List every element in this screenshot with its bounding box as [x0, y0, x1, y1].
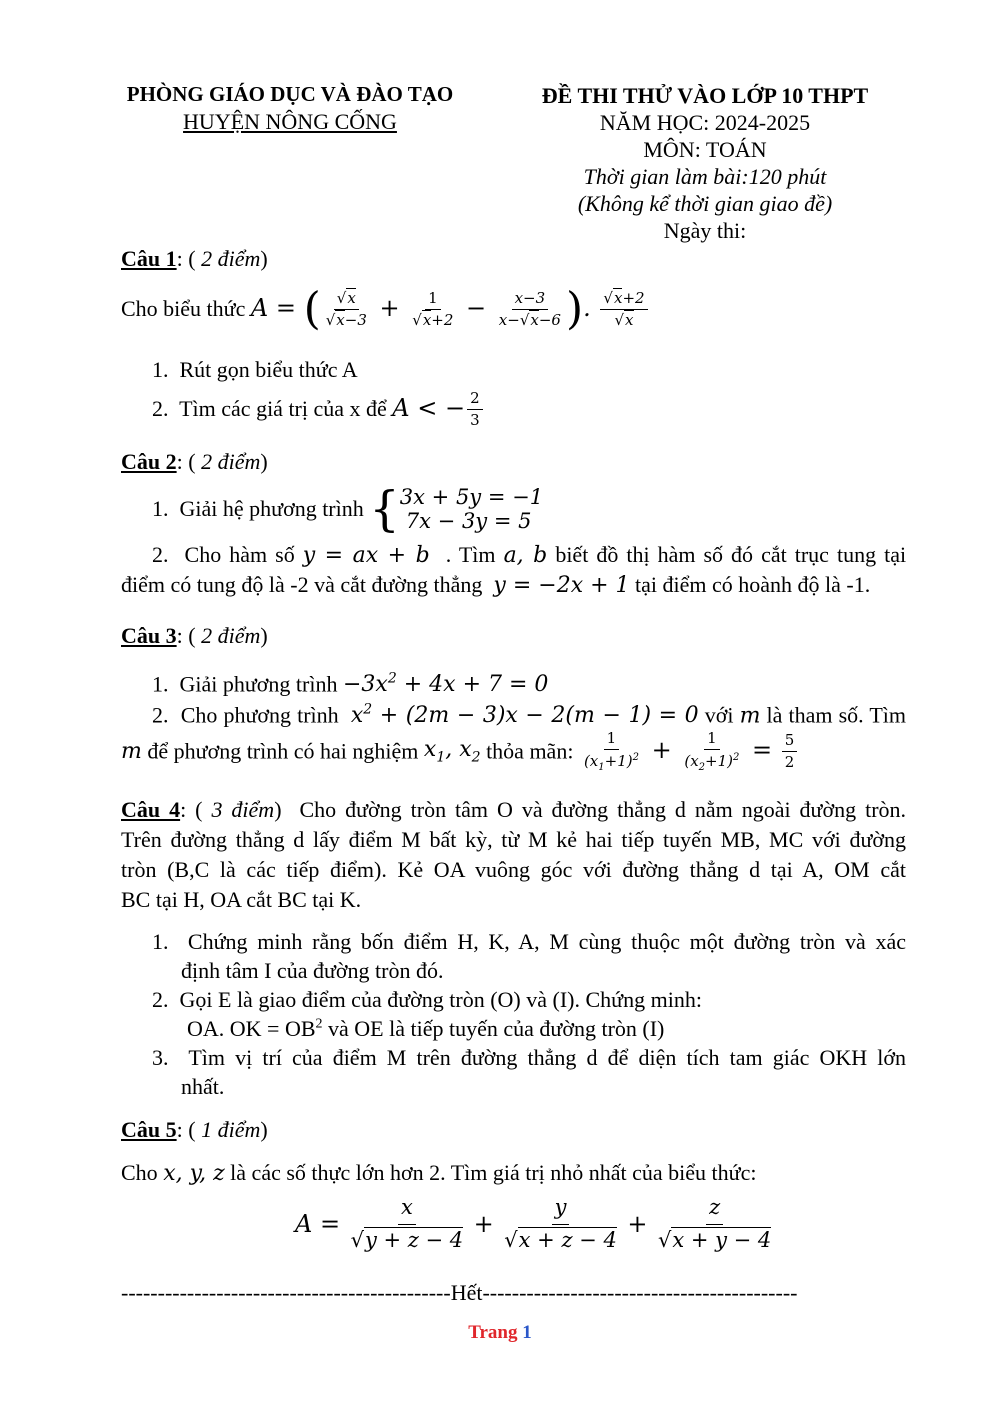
q1-expression: [121, 283, 650, 334]
q5-points: 1 điểm: [201, 1117, 261, 1142]
end-line: [121, 1280, 861, 1306]
dash-right: -------------------------------------------: [482, 1280, 798, 1305]
q4-item-1-line2: định tâm I của đường tròn đó.: [181, 958, 444, 983]
exam-note: (Không kể thời gian giao đề): [577, 191, 833, 216]
q2-equation-2: 7x − 3y = 5: [405, 509, 532, 534]
q3-heading: Câu 3: ( 2 điểm): [121, 623, 268, 648]
q2-item-2-line2: điểm có tung độ là -2 và cắt đường thẳng y = −2x + 1 tại điểm có hoành độ là -1.: [121, 572, 871, 598]
end-text: Hết: [450, 1280, 483, 1305]
exam-title: ĐỀ THI THỬ VÀO LỚP 10 THPT: [541, 83, 869, 108]
page-number: [0, 1322, 1000, 1344]
exam-duration: Thời gian làm bài:120 phút: [583, 164, 827, 189]
school-year: NĂM HỌC: 2024-2025: [599, 110, 811, 135]
subject: MÔN: TOÁN: [643, 137, 767, 162]
q3-item-2-line2: m để phương trình có hai nghiệm $x_1$, $x_2$ thỏa mãn: $\frac{1}{(x_1+1)^2}$ + $\frac{1}{(x_2+1)^2}$ = $\frac{5}{2}$: [121, 730, 799, 773]
department-name: PHÒNG GIÁO DỤC VÀ ĐÀO TẠO: [126, 82, 454, 106]
q4-line-1: Câu 4: ( 3 điểm) Cho đường tròn tâm O và đường thẳng d nằm ngoài đường tròn.: [121, 797, 907, 822]
page-num: 1: [522, 1322, 532, 1343]
q5-label: Câu 5: [121, 1117, 177, 1142]
q1-formula: A = ( $\frac{√x}{√x-3}$ + $\frac{1}{√x+2}$ − $\frac{x-3}{x-√x-6}$ ). $\frac{√x+2}{√x}$: [251, 294, 650, 322]
q1-points: 2 điểm: [201, 246, 261, 271]
q4-label: Câu 4: [121, 797, 181, 822]
q5-heading: Câu 5: ( 1 điểm): [121, 1117, 268, 1142]
header-left: [100, 82, 480, 135]
exam-date: Ngày thi:: [663, 218, 747, 243]
q4-item-3-line2: nhất.: [181, 1074, 225, 1099]
q4-line-3: tròn (B,C là các tiếp điểm). Kẻ OA vuông góc với đường thẳng d tại A, OM cắt: [121, 857, 906, 882]
q2-points: 2 điểm: [201, 449, 261, 474]
q4-points: 3 điểm: [211, 797, 275, 822]
header-right: [510, 82, 900, 244]
q1-item-1: 1. Rút gọn biểu thức A: [152, 357, 358, 382]
q3-item-2-line1: 2. Cho phương trình $x^2 + (2m - 3)x - 2(m - 1) = 0$ với m là tham số. Tìm: [152, 702, 907, 729]
q3-item-1: 1. Giải phương trình $-3x^2 + 4x + 7 = 0$: [152, 671, 549, 698]
q3-points: 2 điểm: [201, 623, 261, 648]
q2-item-2-line1: 2. Cho hàm số y = ax + b . Tìm a, b biết đồ thị hàm số đó cắt trục tung tại: [152, 542, 907, 568]
q3-label: Câu 3: [121, 623, 177, 648]
q1-item-2: 2. Tìm các giá trị của x để A < − $\frac{2}{3}$: [152, 390, 485, 428]
q4-line-2: Trên đường thẳng d lấy điểm M bất kỳ, từ M kẻ hai tiếp tuyến MB, MC với đường: [121, 827, 906, 852]
q4-line-4: BC tại H, OA cắt BC tại K.: [121, 887, 362, 912]
q4-item-2-line1: 2. Gọi E là giao điểm của đường tròn (O) và (I). Chứng minh:: [152, 987, 702, 1012]
q4-item-1-line1: 1. Chứng minh rằng bốn điểm H, K, A, M cùng thuộc một đường tròn và xác: [152, 929, 906, 954]
q1-heading: Câu 1: ( 2 điểm): [121, 246, 268, 271]
q4-item-2-line2: OA. OK = $OB^2$ và OE là tiếp tuyến của đường tròn (I): [187, 1016, 665, 1041]
q4-item-3-line1: 3. Tìm vị trí của điểm M trên đường thẳng d để diện tích tam giác OKH lớn: [152, 1045, 907, 1070]
q2-equation-1: 3x + 5y = −1: [399, 485, 544, 509]
q5-formula: A = $\frac{x}{√y + z - 4}$ + $\frac{y}{√x + z - 4}$ + $\frac{z}{√x + y - 4}$: [295, 1195, 772, 1253]
dash-left: ---------------------------------------------: [121, 1280, 451, 1305]
q2-item-1: 1. Giải hệ phương trình { 3x + 5y = −1 7x − 3y = 5: [152, 481, 544, 538]
q2-label: Câu 2: [121, 449, 177, 474]
q2-heading: Câu 2: ( 2 điểm): [121, 449, 268, 474]
q1-intro: Cho biểu thức: [121, 296, 246, 321]
district-name: HUYỆN NÔNG CỐNG: [183, 109, 397, 134]
q5-intro: Cho x, y, z là các số thực lớn hơn 2. Tìm giá trị nhỏ nhất của biểu thức:: [121, 1160, 757, 1186]
page-word: Trang: [468, 1322, 518, 1343]
q1-label: Câu 1: [121, 246, 177, 271]
